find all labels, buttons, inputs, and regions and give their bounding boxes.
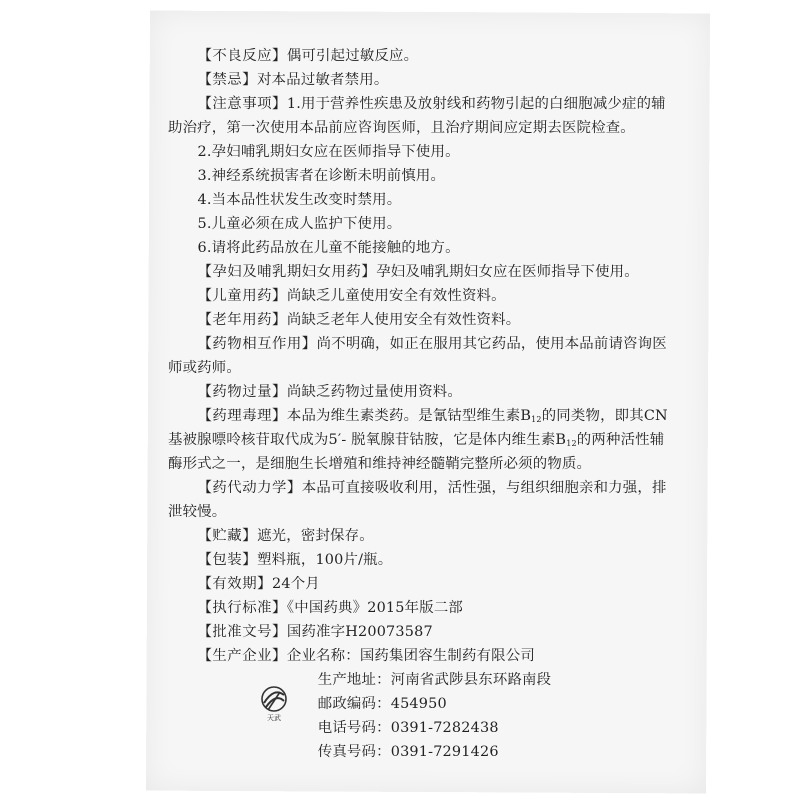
- section-text: 4.当本品性状发生改变时禁用。: [197, 192, 402, 208]
- section-text: 孕妇及哺乳期妇女应在医师指导下使用。: [376, 264, 639, 280]
- section-label: 【老年用药】: [197, 312, 287, 328]
- section-text: 尚缺乏药物过量使用资料。: [286, 384, 462, 400]
- section-label: 【禁忌】: [197, 72, 258, 88]
- section-label: 【包装】: [197, 552, 258, 568]
- precaution-item: [168, 188, 674, 212]
- manufacturer-company-row: [168, 644, 674, 668]
- section-label: 【药代动力学】: [197, 480, 302, 496]
- subscript: 12: [531, 415, 542, 424]
- section-standard: [168, 596, 674, 620]
- precaution-item: [168, 140, 674, 164]
- manufacturer-phone-row: [168, 716, 674, 740]
- fax-key: 传真号码：: [317, 744, 391, 760]
- company-logo-icon: [254, 683, 294, 723]
- section-pharmacokinetics: [168, 476, 674, 524]
- section-text: 偶可引起过敏反应。: [286, 48, 419, 64]
- section-label: 【不良反应】: [197, 48, 287, 64]
- section-text: 本品为维生素类药。是氰钴型维生素B: [286, 408, 532, 424]
- company-key: 企业名称：: [286, 648, 360, 664]
- section-geriatric: [168, 308, 674, 332]
- section-label: 【药理毒理】: [197, 408, 287, 424]
- section-text: 2.孕妇哺乳期妇女应在医师指导下使用。: [197, 144, 460, 160]
- manufacturer-postcode-row: [168, 692, 674, 716]
- section-label: 【执行标准】: [197, 600, 287, 616]
- section-label: 【药物相互作用】: [197, 336, 317, 352]
- precaution-item: [168, 236, 674, 260]
- section-text: 本品可直接吸收利用，活性强，与组织细胞亲和力强，排泄较慢。: [168, 480, 667, 520]
- section-contraindications: [168, 68, 674, 92]
- section-adverse-reactions: [168, 44, 674, 68]
- package-insert-text: [168, 44, 674, 764]
- section-text: 尚不明确，如正在服用其它药品，使用本品前请咨询医师或药师。: [168, 336, 667, 376]
- section-text: 1.用于营养性疾患及放射线和药物引起的白细胞减少症的辅助治疗，第一次使用本品前应咨询医师，且治疗期间应定期去医院检查。: [168, 96, 666, 136]
- phone-key: 电话号码：: [317, 720, 391, 736]
- section-precautions: [168, 92, 674, 140]
- section-text: 的两种活性辅酶形式之一，是细胞生长增殖和维持神经髓鞘完整所必须的物质。: [168, 432, 665, 472]
- section-label: 【贮藏】: [197, 528, 258, 544]
- section-label: 【批准文号】: [197, 624, 287, 640]
- section-text: 尚缺乏老年人使用安全有效性资料。: [286, 312, 521, 328]
- section-packaging: [168, 548, 674, 572]
- section-text: 3.神经系统损害者在诊断未明前慎用。: [197, 168, 446, 184]
- fax-value: 0391-7291426: [390, 744, 499, 760]
- section-approval-number: [168, 620, 674, 644]
- postcode-key: 邮政编码：: [317, 696, 391, 712]
- section-label: 【孕妇及哺乳期妇女用药】: [197, 264, 377, 280]
- phone-value: 0391-7282438: [390, 720, 499, 736]
- section-label: 【药物过量】: [197, 384, 287, 400]
- section-shelf-life: [168, 572, 674, 596]
- manufacturer-address-row: [168, 668, 674, 692]
- precaution-item: [168, 212, 674, 236]
- section-overdose: [168, 380, 674, 404]
- section-text: 国药准字H20073587: [286, 624, 433, 640]
- section-text: 《中国药典》2015年版二部: [286, 600, 464, 616]
- section-text: 5.儿童必须在成人监护下使用。: [197, 216, 402, 232]
- section-text: 的同类物，即其CN基被腺嘌呤核苷取代成为5′- 脱氧腺苷钴胺，它是体内维生素B: [168, 408, 668, 448]
- section-pregnancy: [168, 260, 674, 284]
- section-label: 【有效期】: [197, 576, 272, 592]
- section-label: 【注意事项】: [197, 96, 287, 112]
- section-text: 6.请将此药品放在儿童不能接触的地方。: [197, 240, 460, 256]
- section-manufacturer: [168, 644, 674, 764]
- manufacturer-fax-row: [168, 740, 674, 764]
- section-text: 对本品过敏者禁用。: [257, 72, 389, 88]
- section-storage: [168, 524, 674, 548]
- precaution-item: [168, 164, 674, 188]
- section-pediatric: [168, 284, 674, 308]
- section-text: 塑料瓶，100片/瓶。: [257, 552, 393, 568]
- section-text: 尚缺乏儿童使用安全有效性资料。: [286, 288, 506, 304]
- section-label: 【生产企业】: [197, 648, 287, 664]
- section-pharmacology: [168, 404, 674, 476]
- address-key: 生产地址：: [317, 672, 391, 688]
- section-text: 24个月: [271, 576, 320, 592]
- subscript: 12: [566, 439, 577, 448]
- section-text: 遮光，密封保存。: [257, 528, 374, 544]
- postcode-value: 454950: [390, 696, 447, 712]
- address-value: 河南省武陟县东环路南段: [390, 672, 552, 688]
- section-interactions: [168, 332, 674, 380]
- section-label: 【儿童用药】: [197, 288, 287, 304]
- logo-text: 天武: [267, 714, 281, 722]
- company-value: 国药集团容生制药有限公司: [359, 648, 535, 664]
